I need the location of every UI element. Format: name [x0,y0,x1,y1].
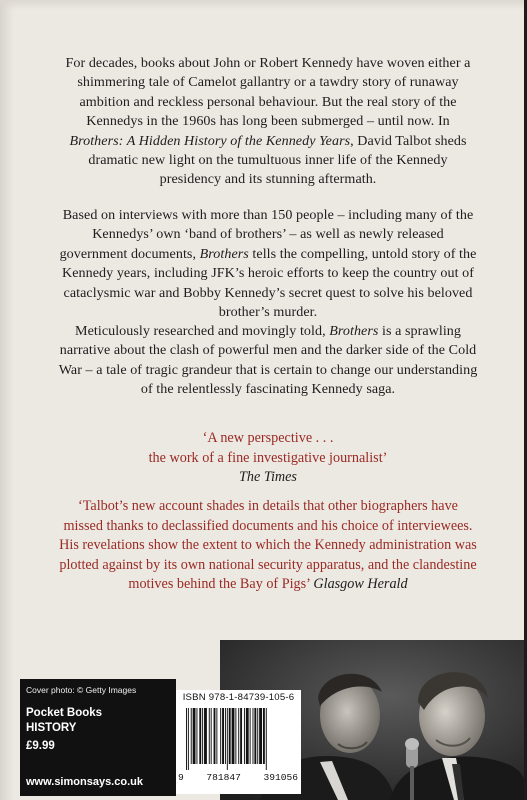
barcode-bar [235,708,236,764]
blurb-paragraph-3 [58,322,478,400]
ean-digit-group: 9 [178,772,184,783]
publisher-website: www.simonsays.co.uk [26,776,143,788]
barcode-bar [209,708,210,764]
review-quote-times [60,429,476,488]
barcode-bar [204,708,207,764]
barcode-bar [222,708,224,764]
blurb-text: tells the compelling, untold story of the Kennedy years, including JFK’s heroic efforts to keep the country out of cataclysmic war and Bobby Kennedy’s secret quest to solve his beloved brother’s murder. [62,245,477,321]
barcode-bar [259,708,262,764]
publisher-name: Pocket Books [26,707,103,719]
barcode-bar [244,708,245,764]
barcode-bar [229,708,231,764]
review-source: Glasgow Herald [313,576,408,592]
blurb-paragraph-1 [58,54,478,190]
barcode-bar [191,708,192,764]
review-text: the work of a fine investigative journalist’ [148,449,388,466]
book-category: HISTORY [26,722,77,734]
barcode-bar [188,708,189,770]
barcode-bar [238,708,239,764]
photo-credit: Cover photo: © Getty Images [26,685,137,695]
barcode-bar [225,708,226,764]
review-text: ‘Talbot’s new account shades in details that other biographers have missed thanks to declassified documents and his choice of interviewees. His revelations show the extent to which the Kennedy administration was plotted against by its own national security apparatus, and the clandestine motives behind the Bay of Pigs’ [59,498,477,592]
barcode-bar [263,708,265,764]
barcode-bar [202,708,203,764]
review-source: The Times [239,469,297,485]
barcode-bar [193,708,196,764]
barcode-bar [186,708,187,770]
book-price: £9.99 [26,740,55,752]
blurb-text: Meticulously researched and movingly told, [75,323,330,339]
review-text: ‘A new perspective . . . [202,430,334,446]
ean-digit-group: 391056 [263,772,298,783]
barcode-area [176,690,301,794]
blurb-text: Based on interviews with more than 150 people – including many of the Kennedys’ own ‘band of brothers’ – as well as newly released government documents, [59,207,474,262]
barcode-bar [211,708,212,764]
barcode-bar [254,708,256,764]
book-title-italic: Brothers: A Hidden History of the Kennedy Years [69,132,351,149]
barcode-bar [246,708,249,764]
isbn-number: ISBN 978-1-84739-105-6 [182,692,295,703]
blurb-text: , David Talbot sheds dramatic new light on the tumultuous inner life of the Kennedy presidency and its stunning aftermath. [88,132,467,188]
blurb-text: For decades, books about John or Robert Kennedy have woven either a shimmering tale of Camelot gallantry or a tawdry story of runaway ambition and reckless personal behaviour. But the real story of the Kennedys in the 1960s has long been submerged – until now. In [65,55,471,130]
ean-digit-group: 781847 [206,772,241,783]
barcode-bar [266,708,267,770]
barcode-bar [250,708,251,764]
barcode-bar [214,708,216,764]
barcode-bar [220,708,221,764]
barcode-bar [216,708,217,764]
publisher-info-box [20,679,176,796]
book-title-italic: Brothers [329,323,379,339]
barcode-bar [257,708,258,764]
barcode-bar [199,708,201,764]
barcode-icon [184,708,296,770]
book-title-italic: Brothers [199,245,249,262]
review-quote-glasgow-herald [58,497,478,595]
barcode-bar [253,708,254,764]
blurb-paragraph-2 [58,206,478,322]
barcode-bar [227,708,228,770]
barcode-bar [196,708,197,764]
barcode-bar [240,708,242,764]
blurb-text: is a sprawling narrative about the clash of powerful men and the darker side of the Cold War – a tale of tragic grandeur that is certain to change our understanding of the relentlessly fascinating Kennedy saga. [58,323,478,398]
ean-digits [176,772,301,783]
barcode-bar [232,708,235,764]
